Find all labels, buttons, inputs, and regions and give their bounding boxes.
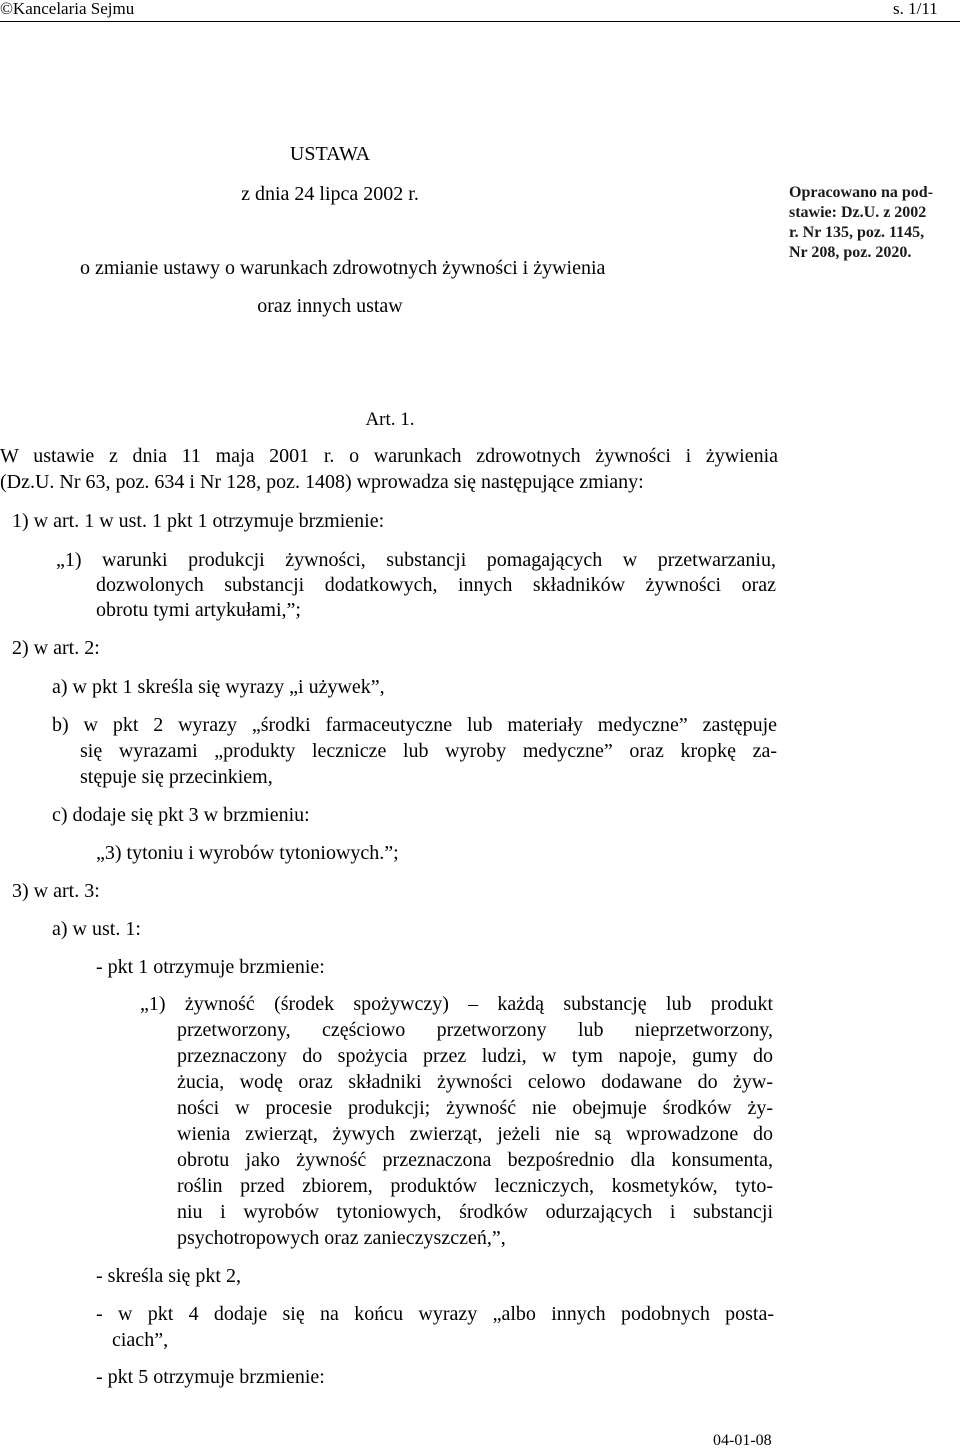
quote-line: obrotu jako żywność przeznaczona bezpośrednio dla konsumenta, — [177, 1149, 773, 1171]
margin-note-line: stawie: Dz.U. z 2002 — [789, 204, 927, 221]
subpoint-2b-line: b) w pkt 2 wyrazy „środki farmaceutyczne lub materiały medyczne” zastępuje — [52, 714, 777, 736]
point-2: 2) w art. 2: — [12, 637, 100, 659]
dash-item: - pkt 1 otrzymuje brzmienie: — [96, 956, 325, 978]
quote-line: wienia zwierząt, żywych zwierząt, jeżeli nie są wprowadzone do — [177, 1123, 773, 1145]
margin-note — [789, 183, 959, 263]
dash-item-line: - w pkt 4 dodaje się na końcu wyrazy „albo innych podobnych posta- — [96, 1303, 774, 1325]
act-subject-cont: oraz innych ustaw — [257, 295, 403, 317]
article-heading: Art. 1. — [365, 409, 415, 430]
article-intro-line: (Dz.U. Nr 63, poz. 634 i Nr 128, poz. 1408) wprowadza się następujące zmiany: — [0, 471, 644, 493]
quote-line: obrotu tymi artykułami,”; — [96, 599, 301, 621]
subpoint-3a: a) w ust. 1: — [52, 918, 141, 940]
dash-item-line: ciach”, — [112, 1329, 169, 1351]
subpoint-2b-line: się wyrazami „produkty lecznicze lub wyroby medyczne” oraz kropkę za- — [80, 740, 777, 762]
header-source: ©Kancelaria Sejmu — [0, 0, 135, 18]
quote-line: „3) tytoniu i wyrobów tytoniowych.”; — [96, 842, 399, 864]
point-1: 1) w art. 1 w ust. 1 pkt 1 otrzymuje brzmienie: — [12, 510, 385, 532]
act-subject: o zmianie ustawy o warunkach zdrowotnych żywności i żywienia — [80, 257, 606, 279]
header-page-number: s. 1/11 — [893, 0, 938, 18]
subpoint-2a: a) w pkt 1 skreśla się wyrazy „i używek”, — [52, 676, 385, 698]
quote-line: żucia, wodę oraz składniki żywności celowo dodawane do żyw- — [177, 1071, 773, 1093]
quote-line: „1) warunki produkcji żywności, substancji pomagających w przetwarzaniu, — [56, 549, 776, 571]
quote-line: roślin przed zbiorem, produktów leczniczych, kosmetyków, tyto- — [177, 1175, 773, 1197]
margin-note-line: r. Nr 135, poz. 1145, — [789, 224, 925, 241]
point-3: 3) w art. 3: — [12, 880, 100, 902]
dash-item: - pkt 5 otrzymuje brzmienie: — [96, 1366, 325, 1388]
margin-note-line: Opracowano na pod- — [789, 184, 934, 201]
quote-line: przetworzony, częściowo przetworzony lub nieprzetworzony, — [177, 1019, 773, 1041]
article-intro-line: W ustawie z dnia 11 maja 2001 r. o warunkach zdrowotnych żywności i żywienia — [0, 445, 778, 467]
quote-line: „1) żywność (środek spożywczy) – każdą substancję lub produkt — [140, 993, 773, 1015]
dash-item: - skreśla się pkt 2, — [96, 1265, 241, 1287]
subpoint-2b-line: stępuje się przecinkiem, — [80, 766, 273, 788]
quote-line: psychotropowych oraz zanieczyszczeń,”, — [177, 1227, 506, 1249]
margin-note-line: Nr 208, poz. 2020. — [789, 244, 912, 261]
quote-line: ności w procesie produkcji; żywność nie obejmuje środków ży- — [177, 1097, 773, 1119]
act-date: z dnia 24 lipca 2002 r. — [241, 183, 419, 205]
footer-date: 04-01-08 — [713, 1432, 772, 1449]
quote-line: dozwolonych substancji dodatkowych, innych składników żywności oraz — [96, 574, 776, 596]
quote-line: przeznaczony do spożycia przez ludzi, w tym napoje, gumy do — [177, 1045, 773, 1067]
quote-line: niu i wyrobów tytoniowych, środków odurzających i substancji — [177, 1201, 773, 1223]
subpoint-2c: c) dodaje się pkt 3 w brzmieniu: — [52, 804, 310, 826]
act-type-title: USTAWA — [289, 143, 371, 165]
header-divider — [0, 21, 960, 22]
